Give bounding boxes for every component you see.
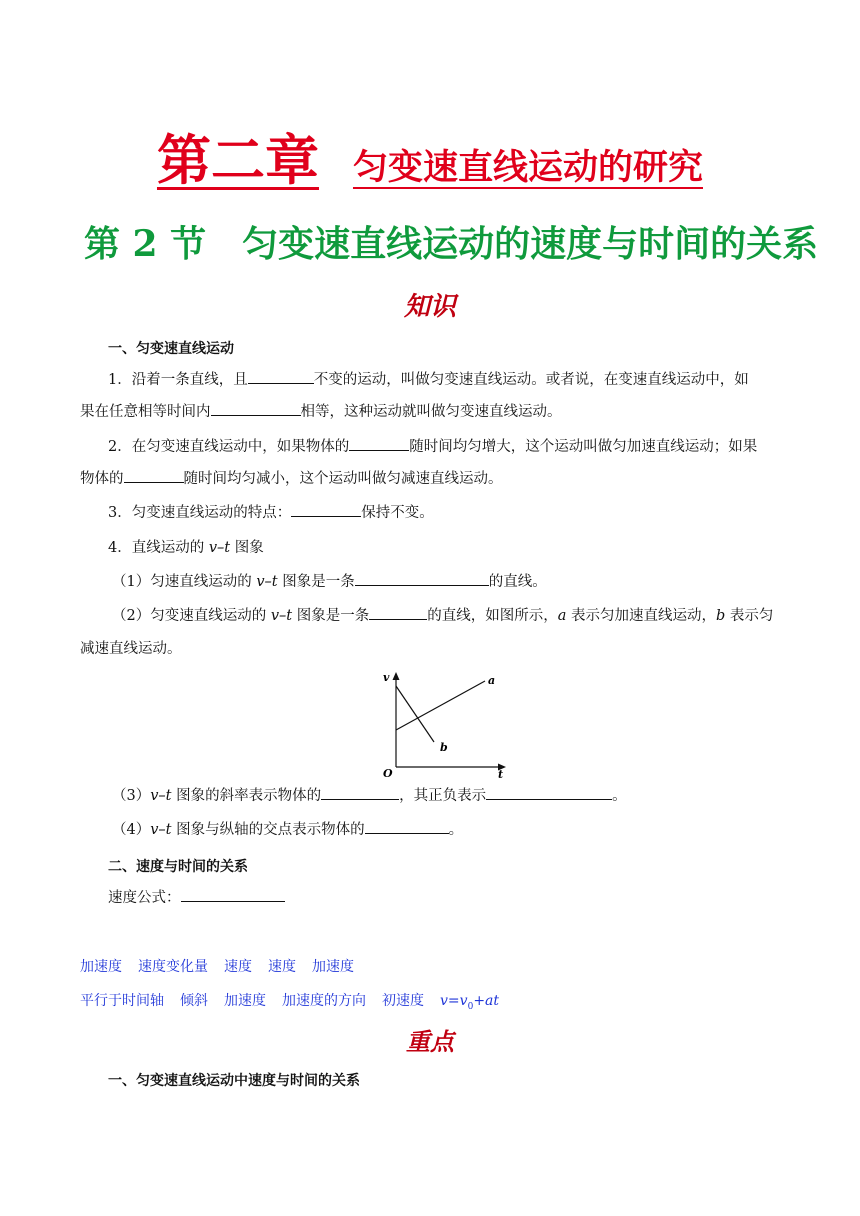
line-b [396, 686, 434, 742]
blank-11 [181, 887, 285, 902]
blank-9 [486, 785, 612, 800]
chapter-label: 第二章 [156, 128, 319, 192]
item1-line1: 1．沿着一条直线，且 不变的运动，叫做匀变速直线运动。或者说，在变速直线运动中，如 [108, 364, 749, 396]
blank-2 [211, 401, 301, 416]
blank-8 [321, 785, 399, 800]
key-heading: 重点 [406, 1027, 454, 1056]
origin-label: O [383, 767, 393, 780]
answer-8: 加速度 [224, 993, 266, 1009]
section-title: 第 2 节 匀变速直线运动的速度与时间的关系 [84, 223, 819, 265]
item4: 4．直线运动的 v–t 图象 [108, 540, 264, 556]
sub2-line1: （2）匀变速直线运动的 v–t 图象是一条 的直线，如图所示，a 表示匀加速直线运动，b 表示匀 [112, 600, 773, 632]
item2-line2: 物体的 随时间均匀减小，这个运动叫做匀减速直线运动。 [80, 463, 503, 495]
answer-6: 平行于时间轴 [80, 993, 164, 1009]
line-a-label: a [488, 674, 496, 687]
answer-5: 加速度 [312, 959, 354, 975]
item3: 3．匀变速直线运动的特点： 保持不变。 [108, 497, 434, 529]
blank-3 [349, 436, 409, 451]
answer-7: 倾斜 [180, 993, 208, 1009]
sub3: （3）v–t 图象的斜率表示物体的 ，其正负表示 。 [112, 780, 627, 812]
v-label: v [383, 671, 390, 684]
part3-heading: 一、匀变速直线运动中速度与时间的关系 [108, 1073, 360, 1089]
answer-10: 初速度 [382, 993, 424, 1009]
answer-3: 速度 [224, 959, 252, 975]
answer-formula: $v=v_0+at$ [440, 993, 500, 1012]
chapter-subtitle: 匀变速直线运动的研究 [352, 147, 703, 188]
line-b-label: b [440, 741, 448, 754]
answers-row-1 [80, 956, 370, 976]
blank-4 [124, 468, 184, 483]
part1-heading: 一、匀变速直线运动 [108, 341, 234, 357]
blank-6 [355, 571, 489, 586]
part2-heading: 二、速度与时间的关系 [108, 859, 248, 875]
item1-line2: 果在任意相等时间内 相等，这种运动就叫做匀变速直线运动。 [80, 396, 562, 428]
answer-9: 加速度的方向 [282, 993, 366, 1009]
sub4: （4）v–t 图象与纵轴的交点表示物体的 。 [112, 814, 463, 846]
t-label: t [498, 768, 504, 781]
item2-line1: 2．在匀变速直线运动中，如果物体的 随时间均匀增大，这个运动叫做匀加速直线运动；如果 [108, 431, 757, 463]
vt-graph [378, 664, 514, 782]
knowledge-heading: 知识 [403, 292, 456, 322]
formula-line: 速度公式： [108, 882, 285, 914]
blank-7 [369, 605, 427, 620]
sub2-line2: 减速直线运动。 [80, 641, 182, 657]
answer-1: 加速度 [80, 959, 122, 975]
chapter-title [0, 118, 860, 195]
answer-2: 速度变化量 [138, 959, 208, 975]
v-axis-arrow [393, 672, 400, 680]
blank-10 [365, 819, 449, 834]
blank-1 [248, 369, 314, 384]
answer-4: 速度 [268, 959, 296, 975]
answers-row-2 [80, 990, 499, 1012]
blank-5 [291, 502, 361, 517]
sub1: （1）匀速直线运动的 v–t 图象是一条 的直线。 [112, 566, 547, 598]
